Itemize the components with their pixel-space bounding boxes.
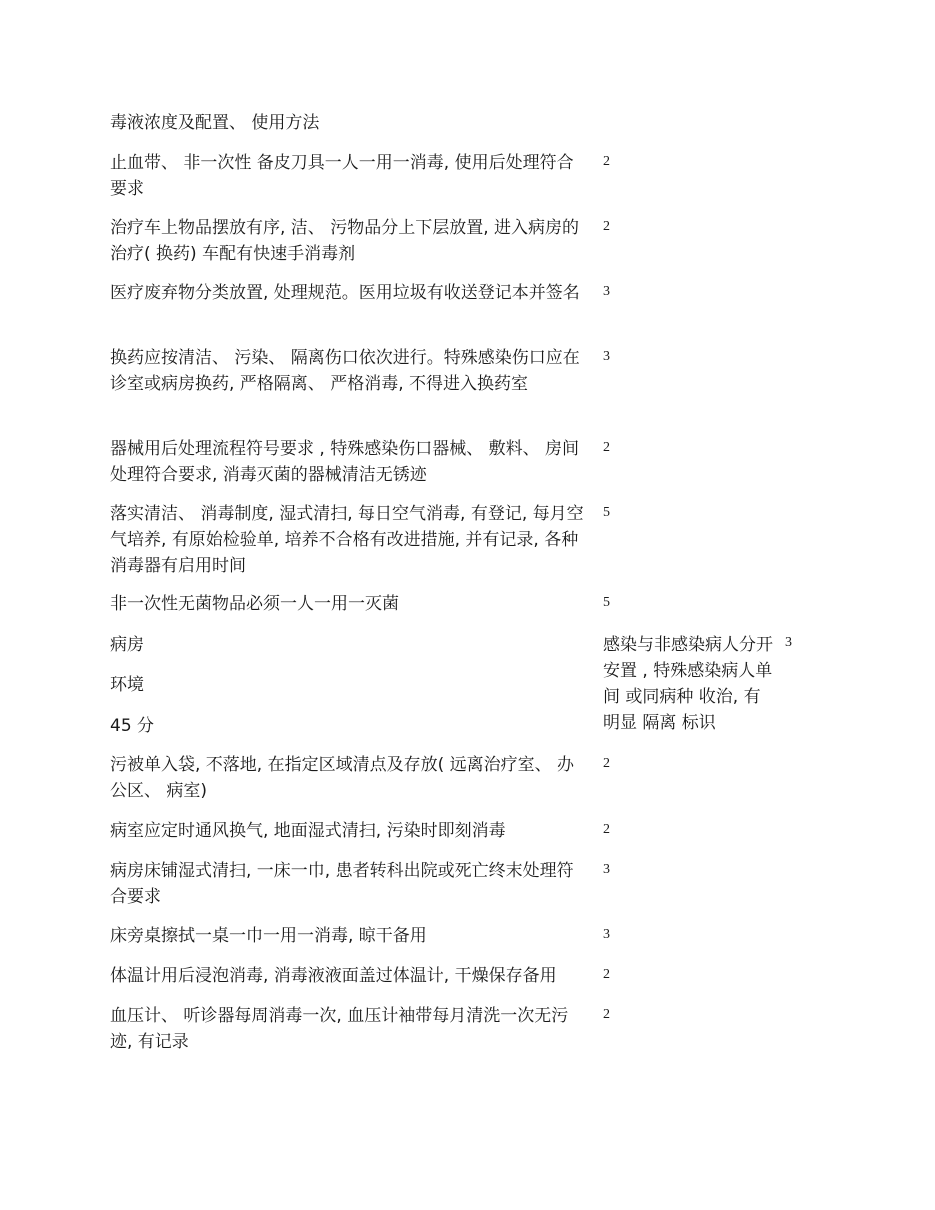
item-text: 床旁桌擦拭一桌一巾一用一消毒, 晾干备用: [110, 926, 427, 946]
item-text: 病室应定时通风换气, 地面湿式清扫, 污染时即刻消毒: [110, 821, 506, 841]
category-label: 病房: [110, 635, 144, 655]
item-score: 2: [603, 1007, 610, 1022]
item-score: 2: [603, 756, 610, 771]
item-text: 治疗车上物品摆放有序, 洁、 污物品分上下层放置, 进入病房的治疗( 换药) 车配有快速手消毒剂: [110, 218, 580, 264]
item-text: 血压计、 听诊器每周消毒一次, 血压计袖带每月清洗一次无污迹, 有记录: [110, 1006, 569, 1052]
item-text: 换药应按清洁、 污染、 隔离伤口依次进行。特殊感染伤口应在诊室或病房换药, 严格隔离、 严格消毒, 不得进入换药室: [110, 348, 580, 394]
item-score: 2: [603, 219, 610, 234]
category-sub-score: 3: [785, 635, 792, 650]
item-text: 器械用后处理流程符号要求 , 特殊感染伤口器械、 敷料、 房间处理符合要求, 消毒灭菌的器械清洁无锈迹: [110, 439, 580, 485]
item-score: 2: [603, 440, 610, 455]
item-score: 3: [603, 862, 610, 877]
item-text: 病房床铺湿式清扫, 一床一巾, 患者转科出院或死亡终末处理符合要求: [110, 861, 574, 907]
item-text: 污被单入袋, 不落地, 在指定区域清点及存放( 远离治疗室、 办公区、 病室): [110, 755, 575, 801]
item-text: 止血带、 非一次性 备皮刀具一人一用一消毒, 使用后处理符合要求: [110, 153, 574, 199]
item-score: 2: [603, 154, 610, 169]
item-text: 医疗废弃物分类放置, 处理规范。医用垃圾有收送登记本并签名: [110, 283, 580, 303]
category-label: 环境: [110, 675, 144, 695]
item-score: 2: [603, 967, 610, 982]
item-text: 落实清洁、 消毒制度, 湿式清扫, 每日空气消毒, 有登记, 每月空气培养, 有原始检验单, 培养不合格有改进措施, 并有记录, 各种消毒器有启用时间: [110, 504, 584, 576]
item-score: 5: [603, 595, 610, 610]
category-total-score: 45 分: [110, 716, 155, 736]
item-text: 非一次性无菌物品必须一人一用一灭菌: [110, 594, 399, 614]
item-text: 体温计用后浸泡消毒, 消毒液液面盖过体温计, 干燥保存备用: [110, 966, 557, 986]
item-score: 2: [603, 822, 610, 837]
text-line: 毒液浓度及配置、 使用方法: [110, 113, 320, 133]
item-score: 3: [603, 927, 610, 942]
category-sub-item: 感染与非感染病人分开安置 , 特殊感染病人单间 或同病种 收治, 有明显 隔离 标识: [603, 635, 773, 733]
item-score: 3: [603, 284, 610, 299]
item-score: 5: [603, 505, 610, 520]
item-score: 3: [603, 349, 610, 364]
